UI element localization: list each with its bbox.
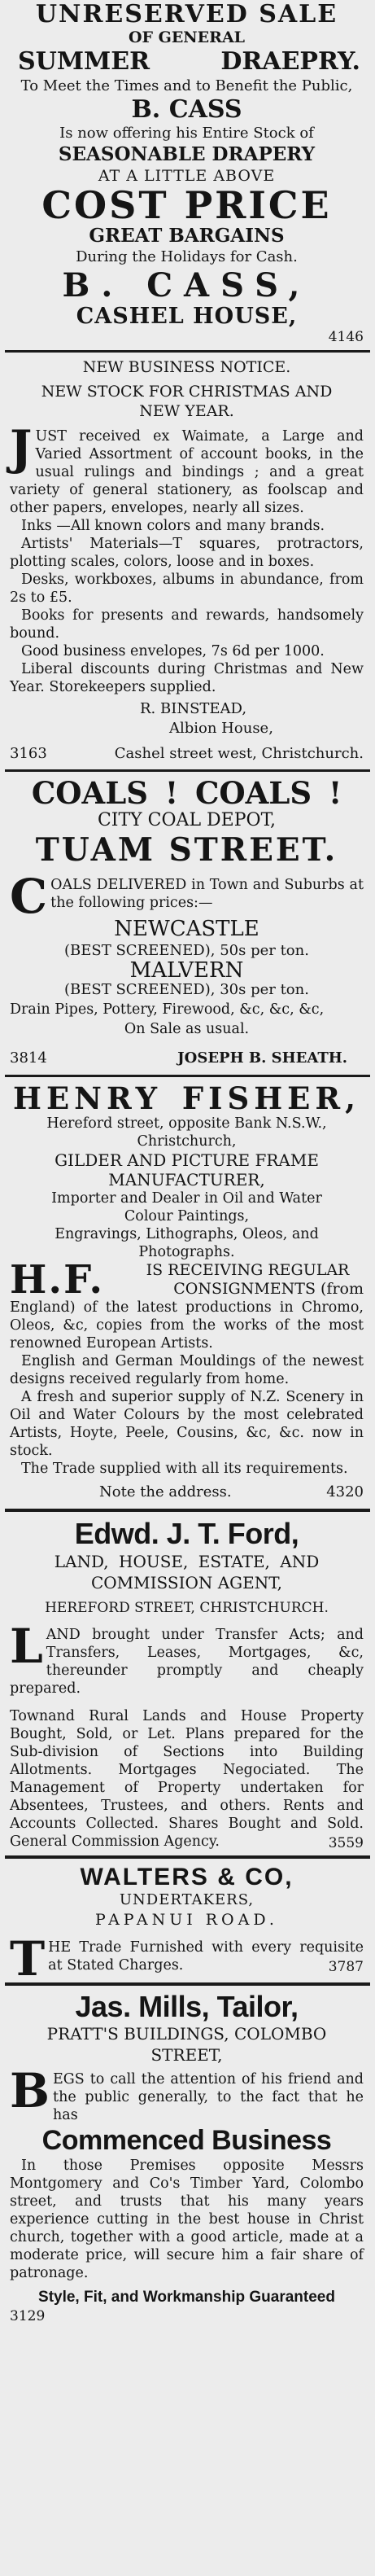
hf-text-block [132,1261,364,1299]
ad-paragraph [10,1619,364,1698]
ad-heading: UNRESERVED SALE [35,2,338,28]
ad-merchant-name: B. CASS, [62,267,312,304]
ad-signature: R. BINSTEAD, [140,700,247,717]
ad-note: Note the address. [99,1483,232,1500]
ad-footer-row [10,743,364,764]
hf-initials: H.F. [10,1257,105,1303]
ad-number: 3814 [10,1049,47,1067]
ad-heading: LAND, HOUSE, ESTATE, AND [54,1552,320,1571]
ad-paragraph: Books for presents and rewards, handsomely bound. [10,607,364,642]
ad-heading-word: SUMMER [18,47,150,76]
ad-number: 3129 [10,2308,46,2324]
ad-merchant-name: Jas. Mills, Tailor, [75,1991,299,2023]
ad-signature: Albion House, [169,720,273,737]
ad-heading: COMMISSION AGENT, [90,1573,283,1592]
ad-heading: GILDER AND PICTURE FRAME [55,1150,319,1170]
merchant-last-name: FISHER, [181,1082,360,1116]
ad-paragraph: England) of the latest productions in Chromo, Oleos, &c, copies from the works of the most renowned European Artists. [10,1299,364,1352]
hf-block [10,1257,364,1303]
ad-address: HEREFORD STREET, CHRISTCHURCH. [45,1600,329,1616]
ad-paragraph: The Trade supplied with all its requirements. [21,1461,348,1477]
column-rule [5,769,370,772]
ad-heading-large: COST PRICE [41,186,332,225]
ad-number: 3787 [328,1959,364,1975]
ad-number: 4320 [326,1483,364,1500]
ad-paragraph [10,869,364,924]
ad-paragraph: Liberal discounts during Christmas and New Year. Storekeepers supplied. [10,661,364,695]
ad-text: Importer and Dealer in Oil and Water [51,1190,322,1207]
ad-paragraph: Townand Rural Lands and House Property Bought, Sold, or Let. Plans prepared for the Sub-division of Sections into Building Allotments. Mortgages Negociated. The Management of Property undertaken for Absentees, Trustees, and others. Rents and Accounts Collected. Shares Bought and Sold. General Commission Agency. [10,1708,364,1850]
ad-text: Drain Pipes, Pottery, Firewood, &c, &c, &c, [10,1001,325,1018]
ad-number: 3163 [10,745,47,762]
ad-paragraph: In those Premises opposite Messrs Montgomery and Co's Timber Yard, Colombo street, and trusts that his many years experience cutting in the best house in Christ church, together with a good article, made at a moderate price, will secure him a fair share of patronage. [10,2158,364,2281]
ad-heading: GREAT BARGAINS [89,225,285,247]
coal-type: NEWCASTLE [114,917,259,941]
ad-address: STREET, [150,2045,223,2065]
column-rule [5,1075,370,1077]
ad-merchant-name [10,1082,364,1115]
ad-footer-row [10,1481,364,1504]
ad-paragraph [10,420,364,517]
ad-text: Colour Paintings, [124,1208,250,1224]
ad-text: To Meet the Times and to Benefit the Public, [20,77,353,94]
ad-merchant-name: JOSEPH B. SHEATH. [177,1049,347,1067]
ad-paragraph: A fresh and superior supply of N.Z. Scenery in Oil and Water Colours by the most celebrated Artists, Hoyte, Peele, Cousins, &c, &c. now in stock. [10,1389,364,1459]
column-rule [5,1855,370,1859]
ad-paragraph-text: AND brought under Transfer Acts; and Transfers, Leases, Mortgages, &c, thereunder promptly and cheaply prepared. [10,1627,364,1697]
drop-capital: C [10,869,48,924]
ad-text: Engravings, Lithographs, Oleos, and [55,1226,319,1242]
ad-heading-row [10,47,364,77]
coal-price: (BEST SCREENED), 50s per ton. [64,942,309,959]
ad-heading: CONSIGNMENTS (from [173,1280,364,1298]
mills-advert [0,1991,375,2324]
merchant-first-name: HENRY [13,1082,163,1116]
ad-merchant-name: Edwd. J. T. Ford, [74,1517,299,1550]
cass-advert [0,0,375,345]
ad-number: 4146 [328,329,364,345]
ad-heading: NEW STOCK FOR CHRISTMAS AND [41,383,333,401]
column-rule [5,1982,370,1986]
ad-paragraph [10,2063,364,2124]
ad-subheading: OF GENERAL [128,28,246,46]
binstead-advert [0,357,375,764]
coal-price: (BEST SCREENED), 30s per ton. [64,981,309,998]
ford-advert [0,1517,375,1851]
drop-capital: J [10,420,33,475]
ad-paragraph: Inks —All known colors and many brands. [21,518,325,534]
column-rule [5,1509,370,1512]
ad-heading-word: DRAEPRY. [220,47,360,76]
coals-advert [0,777,375,1070]
ad-paragraph: English and German Mouldings of the newest designs received regularly from home. [10,1353,364,1387]
ad-paragraph-text: HE Trade Furnished with every requisite at Stated Charges. [48,1939,364,1974]
ad-address: CASHEL HOUSE, [76,304,298,329]
ad-paragraph-text: UST received ex Waimate, a Large and Varied Assortment of account books, in the usual rulings and bindings ; and a great variety of general stationery, as foolscap and other papers, envelopes, nearly all sizes. [10,428,364,516]
ad-heading: NEW BUSINESS NOTICE. [82,358,291,376]
drop-capital: B [10,2063,50,2118]
ad-number: 3559 [328,1835,364,1851]
ad-subheading: CITY COAL DEPOT, [97,810,277,830]
ad-address: Cashel street west, Christchurch. [114,745,364,762]
coal-type: MALVERN [129,961,244,980]
ad-paragraph-text: OALS DELIVERED in Town and Suburbs at the following prices:— [50,877,364,911]
ad-heading: NEW YEAR. [139,402,234,420]
ad-paragraph: Desks, workboxes, albums in abundance, from 2s to £5. [10,572,364,606]
ad-text: Photographs. [138,1244,235,1260]
ad-subheading: UNDERTAKERS, [119,1891,255,1908]
ad-text: During the Holidays for Cash. [76,248,298,265]
ad-heading: MANUFACTURER, [108,1170,265,1189]
walters-advert [0,1864,375,1978]
ad-merchant-name: B. CASS [131,96,242,124]
fisher-advert [0,1082,375,1504]
ad-text: AT A LITTLE ABOVE [98,167,276,185]
ad-tagline: Style, Fit, and Workmanship Guaranteed [38,2289,335,2306]
ad-heading-large: Commenced Business [41,2125,332,2156]
ad-text: Hereford street, opposite Bank N.S.W., [46,1115,327,1132]
column-rule [5,350,370,353]
ad-paragraph-text: EGS to call the attention of his friend and the public generally, to the fact that he has [53,2071,364,2123]
ad-street-heading: TUAM STREET. [35,832,338,868]
ad-text: Christchurch, [137,1133,237,1150]
ad-footer-row [10,1047,364,1070]
ad-merchant-name: WALTERS & CO, [80,1864,294,1890]
ad-text: On Sale as usual. [124,1021,250,1037]
ad-subheading: PAPANUI ROAD. [95,1911,278,1929]
ad-heading: COALS ! COALS ! [31,777,342,809]
ad-address: PRATT'S BUILDINGS, COLOMBO [46,2024,327,2044]
ad-text: Is now offering his Entire Stock of [59,125,314,142]
ad-paragraph: Artists' Materials—T squares, protractors, plotting scales, colors, loose and in boxes. [10,536,364,570]
drop-capital: T [10,1931,46,1978]
ad-heading: SEASONABLE DRAPERY [58,143,316,165]
ad-paragraph: Good business envelopes, 7s 6d per 1000. [21,643,325,659]
ad-heading: IS RECEIVING REGULAR [146,1261,350,1279]
drop-capital: L [10,1619,43,1674]
